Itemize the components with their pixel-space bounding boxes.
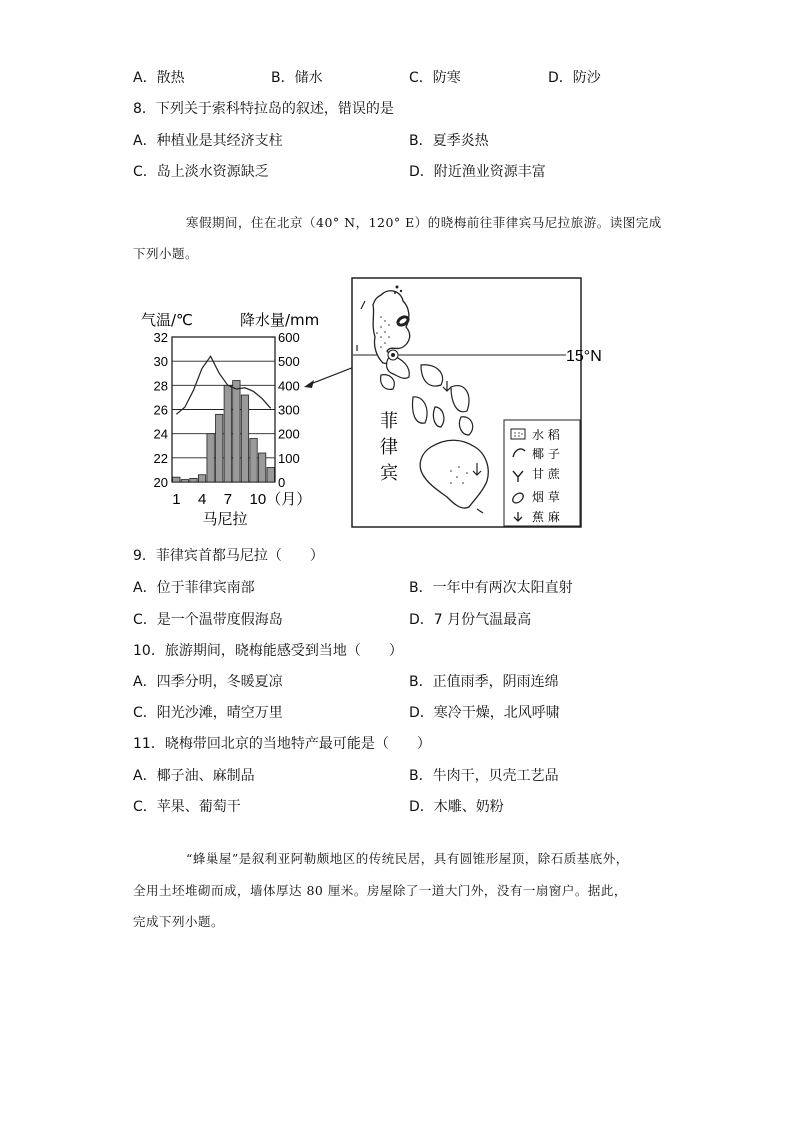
legend-label: 蕉 麻 [532,510,560,524]
precip-bar [216,414,223,482]
y-right-tick-label: 300 [278,402,300,418]
q11-option-d: D．木雕、奶粉 [409,799,504,815]
x-tick-label: 4 [198,491,207,508]
precip-bar [181,480,188,482]
q10-option-c: C．阳光沙滩，晴空万里 [133,705,283,721]
temp-axis-title: 气温/℃ [141,311,193,329]
precip-bar [207,434,214,482]
q8-stem: 8．下列关于索科特拉岛的叙述，错误的是 [133,101,394,117]
y-left-tick-label: 22 [153,450,168,466]
y-right-tick-label: 400 [278,378,300,394]
legend-label: 甘 蔗 [532,467,560,481]
q7-option-a: A．散热 [133,70,185,86]
y-left-tick-label: 26 [153,402,168,418]
legend-label: 椰 子 [532,447,560,461]
y-left-tick-label: 20 [153,475,168,490]
precip-bar [250,439,257,483]
q10-option-d: D．寒冷干燥，北风呼啸 [409,705,560,721]
y-left-tick-label: 28 [153,378,168,394]
country-label: 宾 [380,463,398,484]
intro-paragraph-line: 寒假期间，住在北京（40° N，120° E）的晓梅前往菲律宾马尼拉旅游。读图完成 [186,215,662,230]
q11-option-b: B．牛肉干，贝壳工艺品 [409,768,559,784]
q7-option-b: B．储水 [271,70,323,86]
intro-paragraph-line: 下列小题。 [133,246,199,261]
precip-bar [224,385,231,482]
intro-paragraph-line: “蜂巢屋”是叙利亚阿勒颇地区的传统民居，具有圆锥形屋顶，除石质基底外， [186,851,629,866]
q10-option-b: B．正值雨季，阴雨连绵 [409,674,559,690]
q8-option-a: A．种植业是其经济支柱 [133,133,283,149]
precip-bar [233,381,240,483]
intro-paragraph-line: 完成下列小题。 [133,914,225,929]
y-right-tick-label: 0 [278,475,286,490]
precip-bar [198,475,205,482]
q8-option-d: D．附近渔业资源丰富 [409,164,546,180]
q9-option-b: B．一年中有两次太阳直射 [409,580,573,596]
country-label: 菲 [380,411,398,432]
q10-option-a: A．四季分明，冬暖夏凉 [133,674,283,690]
philippines-map [351,277,631,529]
x-tick-label: 7 [223,491,233,508]
rice-legend-icon [511,429,525,439]
q9-option-c: C．是一个温带度假海岛 [133,612,283,628]
x-tick-label: 1 [172,491,181,508]
chart-title: 马尼拉 [202,510,248,528]
y-right-tick-label: 500 [278,354,300,370]
precip-axis-title: 降水量/mm [240,311,320,329]
q9-stem: 9．菲律宾首都马尼拉（ ） [133,548,324,564]
y-right-tick-label: 600 [278,330,300,345]
q7-option-c: C．防寒 [409,70,461,86]
x-tick-label: 10（月） [249,491,312,508]
q11-option-c: C．苹果、葡萄干 [133,799,241,815]
precip-bar [241,395,248,482]
q11-option-a: A．椰子油、麻制品 [133,768,255,784]
q8-option-b: B．夏季炎热 [409,133,489,149]
y-right-tick-label: 200 [278,426,300,442]
latitude-label: 15°N [566,348,602,365]
q7-option-d: D．防沙 [548,70,601,86]
q11-stem: 11．晓梅带回北京的当地特产最可能是（ ） [133,736,431,752]
precip-bar [267,468,274,483]
legend-label: 水 稻 [532,428,560,442]
precip-bar [173,477,180,482]
y-left-tick-label: 32 [153,330,168,345]
precip-bar [258,453,265,482]
country-label: 律 [380,437,398,458]
q9-option-d: D．7 月份气温最高 [409,612,532,628]
legend-label: 烟 草 [532,490,560,504]
q10-stem: 10．旅游期间，晓梅能感受到当地（ ） [133,643,403,659]
y-left-tick-label: 30 [153,354,168,370]
manila-climate-chart [135,305,350,530]
intro-paragraph-line: 全用土坯堆砌而成，墙体厚达 80 厘米。房屋除了一道大门外，没有一扇窗户。据此， [133,883,627,898]
q8-option-c: C．岛上淡水资源缺乏 [133,164,269,180]
q9-option-a: A．位于菲律宾南部 [133,580,255,596]
y-left-tick-label: 24 [153,426,168,442]
precip-bar [190,478,197,482]
y-right-tick-label: 100 [278,450,300,466]
